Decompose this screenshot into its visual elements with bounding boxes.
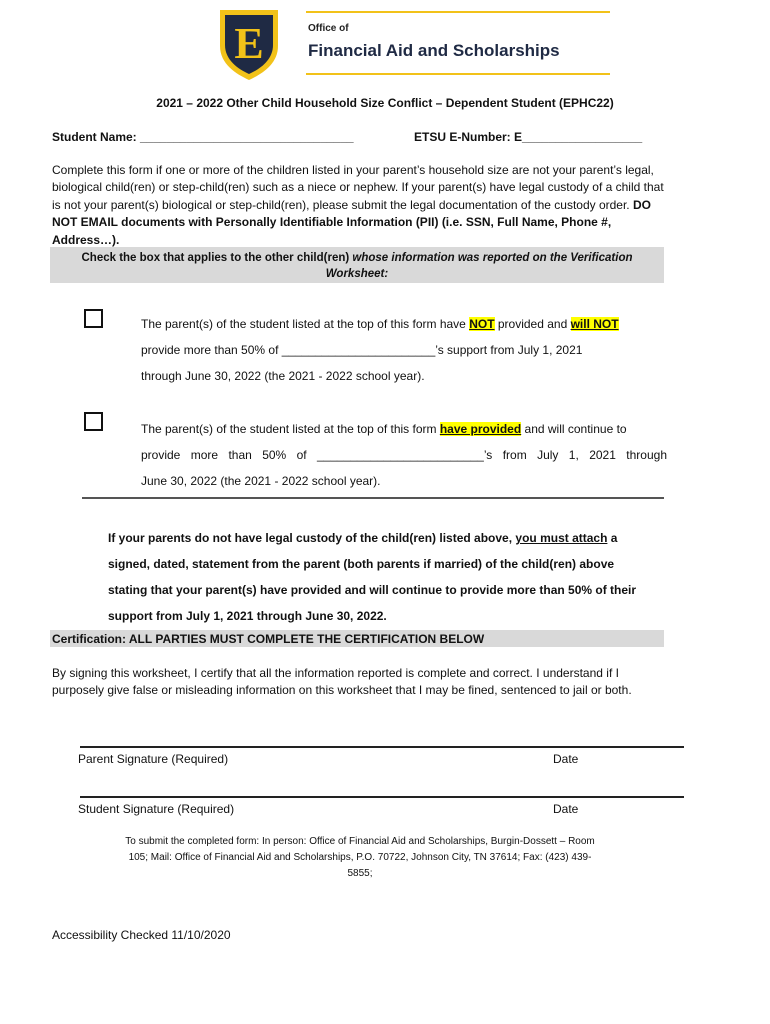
certification-body: By signing this worksheet, I certify that all the information reported is complete and correct. I understand if I purposely give false or misleading information on this worksheet that I may be fined, sentenced to jail or both. — [52, 666, 632, 698]
student-date-label: Date — [553, 802, 579, 816]
accessibility-note: Accessibility Checked 11/10/2020 — [52, 928, 231, 942]
option-not-provided: The parent(s) of the student listed at the top of this form have NOT provided and will NOT provide more than 50% of _______________________’s support from July 1, 2021 through June 30, 2022 (the 2021 - 2022 school year). — [141, 317, 619, 383]
attach-notice: If your parents do not have legal custody of the child(ren) listed above, you must attach a signed, dated, statement from the parent (both parents if married) of the child(ren) above stating that your parent(s) have provided and will continue to provide more than 50% of their support from July 1, 2021 through June 30, 2022. — [108, 531, 637, 623]
office-of-label: Office of — [308, 23, 349, 34]
intro-paragraph: Complete this form if one or more of the children listed in your parent’s household size are not your parent’s legal, biological child(ren) or step-child(ren) such as a niece or nephew. If your parent(s) have legal custody of a child that is not your parent(s) biological or step-child(ren), please submit the legal documentation of the custody order. DO NOT EMAIL documents with Personally Identifiable Information (PII) (i.e. SSN, Full Name, Phone #, Address…). — [52, 163, 664, 247]
office-name: Financial Aid and Scholarships — [308, 41, 560, 60]
etsu-logo-icon — [216, 6, 282, 82]
form-title: 2021 – 2022 Other Child Household Size Conflict – Dependent Student (EPHC22) — [156, 96, 614, 110]
header-rule-bottom — [306, 73, 610, 75]
section-divider — [82, 497, 664, 499]
parent-date-label: Date — [553, 752, 579, 766]
header-rule-top — [306, 11, 610, 13]
check-instruction: Check the box that applies to the other child(ren) whose information was reported on the Verification Worksheet: — [81, 252, 633, 280]
certification-heading: Certification: ALL PARTIES MUST COMPLETE THE CERTIFICATION BELOW — [52, 632, 485, 646]
student-name-field[interactable]: Student Name: ________________________________ — [52, 130, 354, 144]
logo-letter: E — [234, 19, 264, 68]
etsu-enumber-field[interactable]: ETSU E-Number: E__________________ — [414, 130, 643, 144]
parent-signature-label: Parent Signature (Required) — [78, 752, 229, 766]
checkbox-have-provided[interactable] — [84, 412, 103, 431]
checkbox-not-provided[interactable] — [84, 309, 103, 328]
submit-instructions: To submit the completed form: In person: Office of Financial Aid and Scholarships, Burgin-Dossett – Room 105; Mail: Office of Financial Aid and Scholarships, P.O. 70722, Johnson City, TN 37614; Fax: (423) 439-5855; — [125, 836, 595, 879]
student-signature-line[interactable] — [80, 796, 684, 798]
parent-signature-line[interactable] — [80, 746, 684, 748]
student-signature-label: Student Signature (Required) — [78, 802, 235, 816]
pii-warning: DO NOT EMAIL documents with Personally Identifiable Information (PII) (i.e. SSN, Full Name, Phone #, Address…). — [52, 197, 651, 247]
option-have-provided: The parent(s) of the student listed at the top of this form have provided and will continue to provide more than 50% of _________________________’s from July 1, 2021 through June 30, 2022 (the 2021 - 2022 school year). — [141, 422, 667, 488]
